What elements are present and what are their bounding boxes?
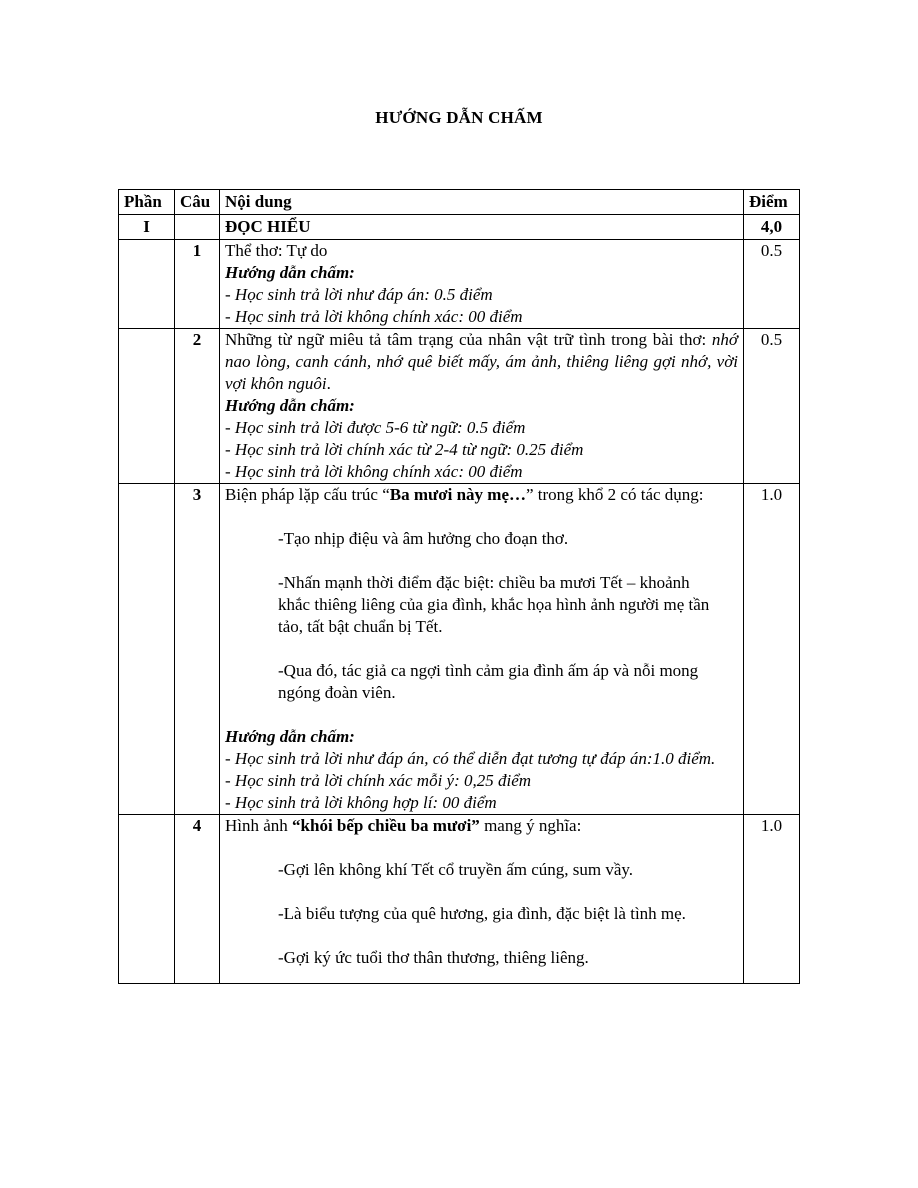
guide-title: Hướng dẫn chấm: bbox=[225, 727, 355, 746]
answer-text: Thể thơ: Tự do bbox=[225, 241, 328, 260]
table-header-row bbox=[119, 190, 800, 215]
answer-intro bbox=[225, 815, 738, 837]
guide-line: - Học sinh trả lời được 5-6 từ ngữ: 0.5 điểm bbox=[225, 418, 526, 437]
answer-point: -Gợi lên không khí Tết cổ truyền ấm cúng, sum vầy. bbox=[278, 860, 634, 879]
answer-point: -Là biểu tượng của quê hương, gia đình, đặc biệt là tình mẹ. bbox=[278, 904, 686, 923]
question-number: 2 bbox=[175, 329, 220, 484]
header-part: Phần bbox=[119, 190, 175, 215]
answer-intro bbox=[225, 484, 738, 506]
intro-text: Hình ảnh bbox=[225, 816, 293, 835]
empty-cell bbox=[119, 484, 175, 815]
table-row bbox=[119, 815, 800, 984]
intro-text-end: mang ý nghĩa: bbox=[479, 816, 582, 835]
section-score: 4,0 bbox=[744, 215, 800, 240]
question-score: 1.0 bbox=[744, 815, 800, 984]
table-row bbox=[119, 484, 800, 815]
header-score: Điểm bbox=[744, 190, 800, 215]
guide-title: Hướng dẫn chấm: bbox=[225, 263, 355, 282]
empty-cell bbox=[119, 240, 175, 329]
section-part: I bbox=[119, 215, 175, 240]
header-question: Câu bbox=[175, 190, 220, 215]
question-content bbox=[220, 484, 744, 815]
question-score: 1.0 bbox=[744, 484, 800, 815]
intro-bold: Ba mươi này mẹ… bbox=[389, 485, 526, 504]
guide-line: - Học sinh trả lời không chính xác: 00 điểm bbox=[225, 307, 523, 326]
empty-cell bbox=[119, 815, 175, 984]
answer-end: . bbox=[326, 374, 331, 393]
guide-line: - Học sinh trả lời như đáp án, có thể diễn đạt tương tự đáp án:1.0 điểm. bbox=[225, 749, 716, 768]
question-content bbox=[220, 815, 744, 984]
answer-plain: Những từ ngữ miêu tả tâm trạng của nhân vật trữ tình trong bài thơ: bbox=[225, 330, 712, 349]
header-content: Nội dung bbox=[220, 190, 744, 215]
empty-cell bbox=[119, 329, 175, 484]
table-row bbox=[119, 240, 800, 329]
question-number: 1 bbox=[175, 240, 220, 329]
guide-line: - Học sinh trả lời như đáp án: 0.5 điểm bbox=[225, 285, 493, 304]
intro-text-end: ” trong khổ 2 có tác dụng: bbox=[526, 485, 704, 504]
grading-table bbox=[118, 189, 800, 984]
guide-line: - Học sinh trả lời chính xác từ 2-4 từ ngữ: 0.25 điểm bbox=[225, 440, 584, 459]
guide-title: Hướng dẫn chấm: bbox=[225, 396, 355, 415]
intro-bold: “khói bếp chiều ba mươi” bbox=[292, 816, 480, 835]
answer-point: -Gợi ký ức tuổi thơ thân thương, thiêng liêng. bbox=[278, 948, 589, 967]
answer-point: -Tạo nhịp điệu và âm hưởng cho đoạn thơ. bbox=[278, 529, 569, 548]
guide-line: - Học sinh trả lời chính xác mỗi ý: 0,25 điểm bbox=[225, 771, 532, 790]
answer-point: -Nhấn mạnh thời điểm đặc biệt: chiều ba mươi Tết – khoảnh khắc thiêng liêng của gia đình, khắc họa hình ảnh người mẹ tần tảo, tất bật chuẩn bị Tết. bbox=[278, 573, 710, 636]
section-title: ĐỌC HIỂU bbox=[220, 215, 744, 240]
question-score: 0.5 bbox=[744, 240, 800, 329]
section-row bbox=[119, 215, 800, 240]
question-content bbox=[220, 240, 744, 329]
answer-italic: nhớ nao lòng, canh cánh, nhớ quê biết mấy, ám ảnh, thiêng liêng gợi nhớ, vời vợi khôn nguôi bbox=[225, 330, 738, 393]
question-score: 0.5 bbox=[744, 329, 800, 484]
guide-line: - Học sinh trả lời không chính xác: 00 điểm bbox=[225, 462, 523, 481]
answer-text bbox=[225, 329, 738, 395]
answer-point: -Qua đó, tác giả ca ngợi tình cảm gia đình ấm áp và nỗi mong ngóng đoàn viên. bbox=[278, 661, 699, 702]
page-title: HƯỚNG DẪN CHẤM bbox=[375, 108, 543, 127]
intro-text: Biện pháp lặp cấu trúc “ bbox=[225, 485, 390, 504]
section-empty bbox=[175, 215, 220, 240]
table-row bbox=[119, 329, 800, 484]
question-content bbox=[220, 329, 744, 484]
question-number: 3 bbox=[175, 484, 220, 815]
question-number: 4 bbox=[175, 815, 220, 984]
guide-line: - Học sinh trả lời không hợp lí: 00 điểm bbox=[225, 793, 497, 812]
